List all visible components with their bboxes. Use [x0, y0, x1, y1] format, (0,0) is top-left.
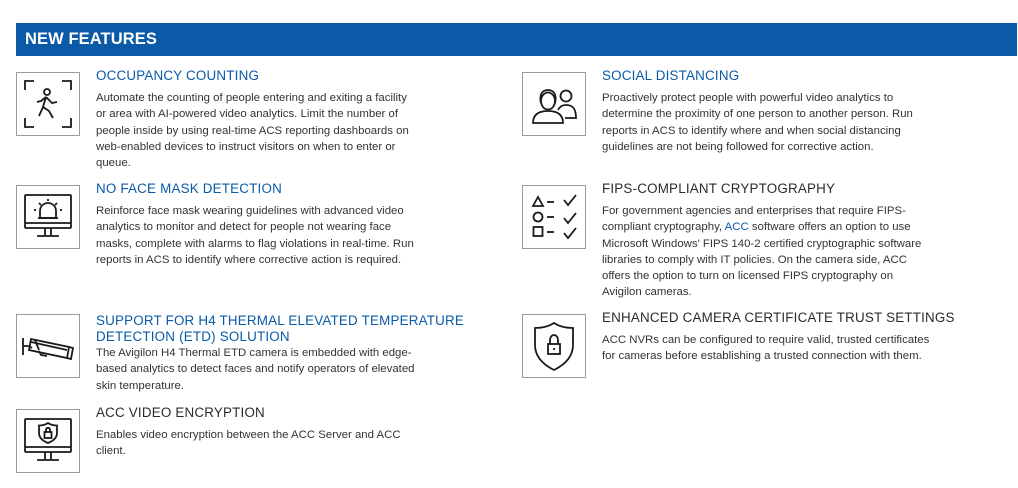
feature-description: [602, 203, 921, 301]
desc-line: Microsoft Windows' FIPS 140-2 certified cryptographic software: [602, 237, 922, 250]
desc-line: guidelines are not being followed for corrective action.: [602, 140, 874, 153]
desc-line: skin temperature.: [96, 379, 184, 392]
desc-line: web-enabled devices to instruct visitors on when to enter or: [96, 140, 396, 153]
checklist-icon: [522, 185, 586, 249]
feature-description: [96, 203, 414, 268]
desc-line: masks, complete with alarms to flag violations in real-time. Run: [96, 237, 414, 250]
title-line: SUPPORT FOR H4 THERMAL ELEVATED TEMPERATURE: [96, 313, 464, 328]
desc-line: Automate the counting of people entering and exiting a facility: [96, 92, 407, 104]
title-line: DETECTION (ETD) SOLUTION: [96, 329, 290, 344]
feature-title: NO FACE MASK DETECTION: [96, 181, 282, 196]
desc-line: offers the option to turn on licensed FIPS cryptography on: [602, 270, 894, 283]
desc-line: Proactively protect people with powerful video analytics to: [602, 92, 894, 104]
desc-line: people inside by using real-time ACS reporting dashboards on: [96, 124, 409, 137]
desc-line: reports in ACS to identify where corrective action is required.: [96, 253, 402, 266]
feature-title: ENHANCED CAMERA CERTIFICATE TRUST SETTINGS: [602, 310, 955, 325]
page-title: NEW FEATURES: [25, 30, 157, 48]
feature-title: ACC VIDEO ENCRYPTION: [96, 405, 265, 420]
desc-line: The Avigilon H4 Thermal ETD camera is embedded with edge-: [96, 347, 412, 359]
desc-line: compliant cryptography, ACC software offers an option to use: [602, 221, 911, 234]
header-bar: [16, 23, 1017, 56]
person-walking-frame-icon: [16, 72, 80, 136]
desc-line: client.: [96, 445, 126, 458]
desc-line: reports in ACS to identify where and when social distancing: [602, 124, 901, 137]
desc-line: Reinforce face mask wearing guidelines with advanced video: [96, 205, 404, 217]
acc-link[interactable]: ACC: [724, 221, 749, 234]
feature-description: [96, 90, 409, 171]
desc-line: or area with AI-powered video analytics. Limit the number of: [96, 108, 399, 121]
shield-lock-icon: [522, 314, 586, 378]
desc-line: analytics to monitor and detect for people not wearing face: [96, 221, 392, 234]
desc-line: ACC NVRs can be configured to require valid, trusted certificates: [602, 334, 930, 346]
desc-line: queue.: [96, 157, 131, 170]
feature-description: [96, 345, 415, 394]
desc-line: determine the proximity of one person to another person. Run: [602, 108, 913, 121]
monitor-alarm-icon: [16, 185, 80, 249]
feature-description: [96, 427, 401, 460]
feature-title: FIPS-COMPLIANT CRYPTOGRAPHY: [602, 181, 836, 196]
desc-line: For government agencies and enterprises that require FIPS-: [602, 205, 906, 217]
monitor-shield-lock-icon: [16, 409, 80, 473]
desc-line: based analytics to detect faces and notify operators of elevated: [96, 363, 415, 376]
two-people-icon: [522, 72, 586, 136]
feature-title: OCCUPANCY COUNTING: [96, 68, 260, 83]
desc-line: libraries to comply with IT policies. On the camera side, ACC: [602, 253, 907, 266]
desc-line: Avigilon cameras.: [602, 286, 692, 299]
feature-description: [602, 332, 929, 365]
feature-description: [602, 90, 913, 155]
feature-title: [96, 313, 464, 345]
feature-title: SOCIAL DISTANCING: [602, 68, 740, 83]
security-camera-icon: [16, 314, 80, 378]
desc-line: for cameras before establishing a trusted connection with them.: [602, 350, 922, 363]
desc-line: Enables video encryption between the ACC Server and ACC: [96, 429, 401, 441]
